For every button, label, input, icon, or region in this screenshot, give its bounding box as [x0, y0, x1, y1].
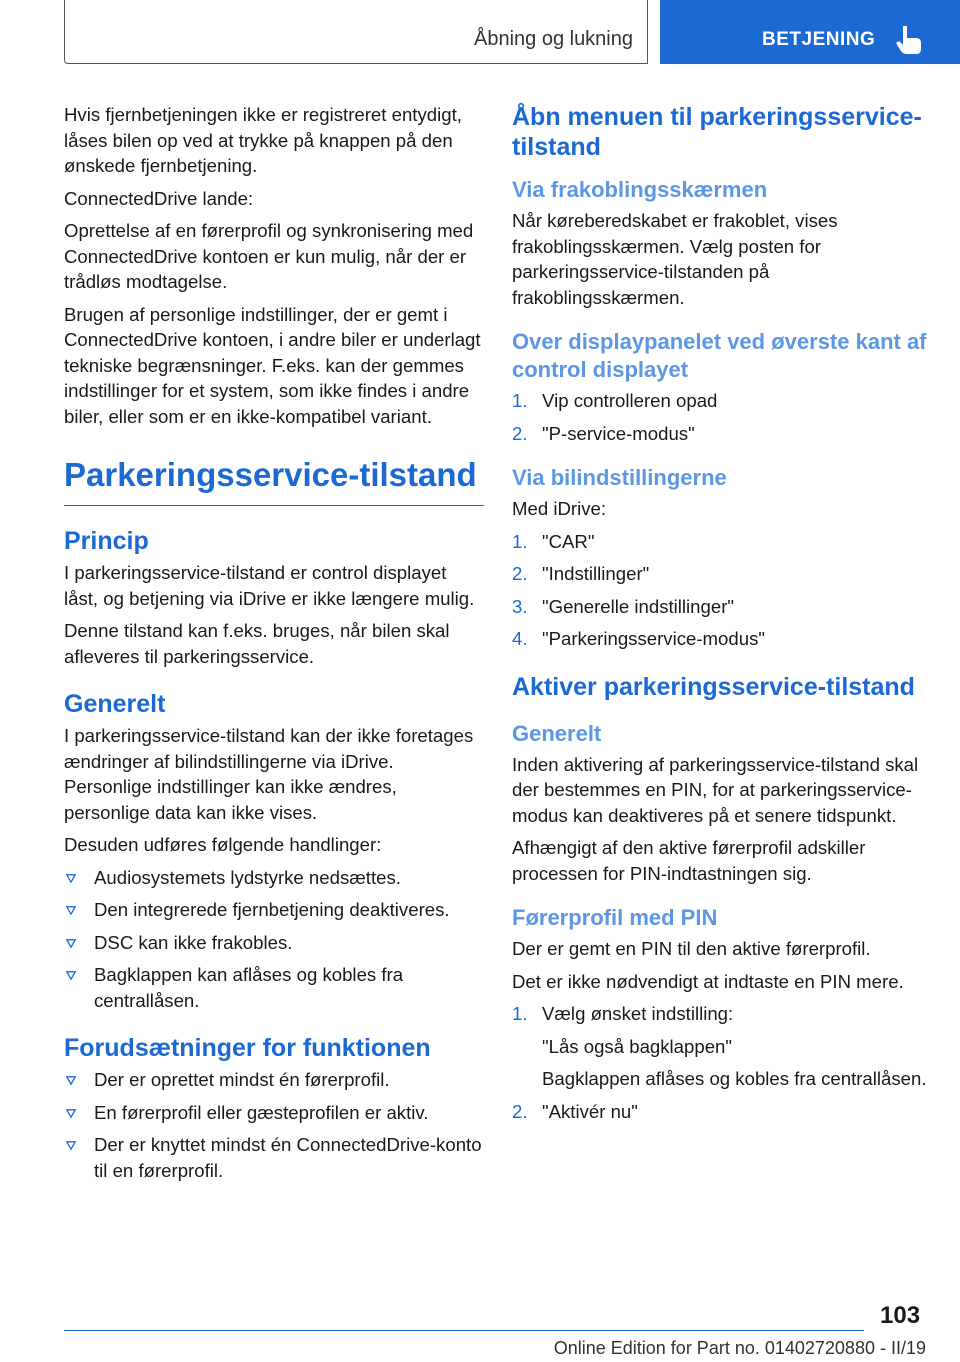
footer-edition: Online Edition for Part no. 01402720880 - II/19: [553, 1338, 926, 1358]
section-heading-generelt: Generelt: [64, 690, 166, 718]
subheading-generelt: Generelt: [512, 720, 602, 746]
list-item: [64, 1100, 484, 1126]
paragraph: I parkeringsservice-tilstand kan der ikke foretages ændringer af bilindstillingerne via iDrive. Personlige indstillinger kan ikke ændres, personlige data kan ikke vises.: [64, 725, 474, 823]
list-item: [512, 529, 928, 555]
step-number: 1.: [512, 530, 528, 552]
list-item-text: "Generelle indstillinger": [542, 595, 735, 617]
triangle-bullet-icon: [66, 1076, 76, 1085]
list-item: [64, 1132, 484, 1183]
hand-pointer-icon: [894, 24, 924, 56]
list-item: [512, 594, 928, 620]
section-heading-princip: Princip: [64, 527, 149, 555]
list-item: [512, 1001, 928, 1092]
chapter-heading: Parkeringsservice-tilstand: [64, 455, 484, 506]
right-column: [512, 102, 928, 1131]
list-item-text: Vælg ønsket indstilling:: [542, 1003, 734, 1024]
list-item-text: "Parkeringsservice-modus": [542, 628, 765, 649]
list-item: [512, 561, 928, 587]
list-item: [512, 626, 928, 652]
paragraph: Afhængigt af den aktive førerprofil adskiller processen for PIN-indtastningen sig.: [512, 837, 866, 884]
list-item: [512, 1099, 928, 1125]
step-number: 3.: [512, 595, 528, 617]
list-item-text: Den integrerede fjernbetjening deaktiveres.: [94, 899, 450, 920]
list-item-subtext: "Lås også bagklappen": [542, 1035, 732, 1057]
subheading-via-bilindstillinger: Via bilindstillingerne: [512, 465, 727, 490]
paragraph: Det er ikke nødvendigt at indtaste en PIN mere.: [512, 970, 904, 992]
list-item-text: Der er knyttet mindst én ConnectedDrive-konto til en førerprofil.: [94, 1134, 482, 1181]
triangle-bullet-icon: [66, 939, 76, 948]
section-heading-open-menu: Åbn menuen til parkeringsservice-tilstand: [512, 103, 922, 161]
list-item-text: "Aktivér nu": [542, 1100, 638, 1122]
triangle-bullet-icon: [66, 874, 76, 883]
list-item-text: Bagklappen kan aflåses og kobles fra centrallåsen.: [94, 964, 404, 1011]
header-chapter-title: BETJENING: [762, 29, 876, 50]
paragraph: Der er gemt en PIN til den aktive førerprofil.: [512, 938, 871, 959]
step-number: 2.: [512, 563, 528, 584]
paragraph: Med iDrive:: [512, 498, 607, 519]
paragraph: Oprettelse af en førerprofil og synkronisering med ConnectedDrive kontoen er kun mulig, når der er trådløs modtagelse.: [64, 220, 474, 292]
list-item-text: Der er oprettet mindst én førerprofil.: [94, 1069, 390, 1090]
list-item: [64, 865, 484, 891]
list-item-text: DSC kan ikke frakobles.: [94, 931, 293, 953]
header-section-title: Åbning og lukning: [473, 28, 633, 50]
numbered-list: [512, 388, 928, 446]
step-number: 4.: [512, 628, 528, 649]
list-item: [64, 897, 484, 923]
paragraph: Hvis fjernbetjeningen ikke er registreret entydigt, låses bilen op ved at trykke på knappen på den ønskede fjernbetjening.: [64, 104, 462, 176]
list-item-subtext: Bagklappen aflåses og kobles fra centrallåsen.: [542, 1068, 927, 1089]
list-item: [64, 962, 484, 1013]
paragraph: Når køreberedskabet er frakoblet, vises frakoblingsskærmen. Vælg posten for parkeringsservice-tilstanden på frakoblingsskærmen.: [512, 210, 838, 308]
subheading-via-frakobling: Via frakoblingsskærmen: [512, 177, 768, 202]
paragraph: ConnectedDrive lande:: [64, 187, 254, 209]
paragraph: Inden aktivering af parkeringsservice-tilstand skal der bestemmes en PIN, for at parkeringsservice-modus kan deaktiveres på et senere tidspunkt.: [512, 753, 919, 826]
list-item-text: "CAR": [542, 530, 595, 552]
list-item: [512, 421, 928, 447]
left-column: [64, 102, 484, 1190]
paragraph: I parkeringsservice-tilstand er control displayet låst, og betjening via iDrive er ikke længere mulig.: [64, 562, 475, 609]
list-item: [64, 930, 484, 956]
bullet-list: [64, 1067, 484, 1183]
step-number: 1.: [512, 1003, 528, 1024]
step-number: 1.: [512, 390, 528, 411]
list-item-text: "Indstillinger": [542, 563, 650, 584]
page-number: 103: [880, 1302, 921, 1329]
subheading-over-displaypanel: Over displaypanelet ved øverste kant af control displayet: [512, 329, 927, 382]
paragraph: Desuden udføres følgende handlinger:: [64, 834, 382, 855]
list-item: [512, 388, 928, 414]
triangle-bullet-icon: [66, 971, 76, 980]
numbered-list: [512, 1001, 928, 1124]
triangle-bullet-icon: [66, 906, 76, 915]
header-chapter-tab: [660, 0, 960, 64]
step-number: 2.: [512, 422, 528, 444]
step-number: 2.: [512, 1100, 528, 1122]
paragraph: Brugen af personlige indstillinger, der er gemt i ConnectedDrive kontoen, i andre biler er underlagt tekniske begrænsninger. F.eks. kan der gemmes indstillinger for et system, som ikke findes i andre biler, eller som er en ikke-kompatibel variant.: [64, 303, 481, 427]
list-item: [64, 1067, 484, 1093]
list-item-text: En førerprofil eller gæsteprofilen er aktiv.: [94, 1101, 429, 1123]
list-item-text: Vip controlleren opad: [542, 390, 718, 411]
section-heading-forudsaetninger: Forudsætninger for funktionen: [64, 1034, 431, 1062]
section-heading-aktiver: Aktiver parkeringsservice-tilstand: [512, 672, 915, 701]
triangle-bullet-icon: [66, 1109, 76, 1118]
list-item-text: "P-service-modus": [542, 422, 695, 444]
list-item-text: Audiosystemets lydstyrke nedsættes.: [94, 866, 401, 888]
bullet-list: [64, 865, 484, 1014]
numbered-list: [512, 529, 928, 652]
header-section-box: [64, 0, 648, 64]
triangle-bullet-icon: [66, 1141, 76, 1150]
footer-divider: [64, 1330, 864, 1331]
subheading-forerprofil-pin: Førerprofil med PIN: [512, 905, 718, 930]
paragraph: Denne tilstand kan f.eks. bruges, når bilen skal afleveres til parkeringsservice.: [64, 620, 450, 667]
